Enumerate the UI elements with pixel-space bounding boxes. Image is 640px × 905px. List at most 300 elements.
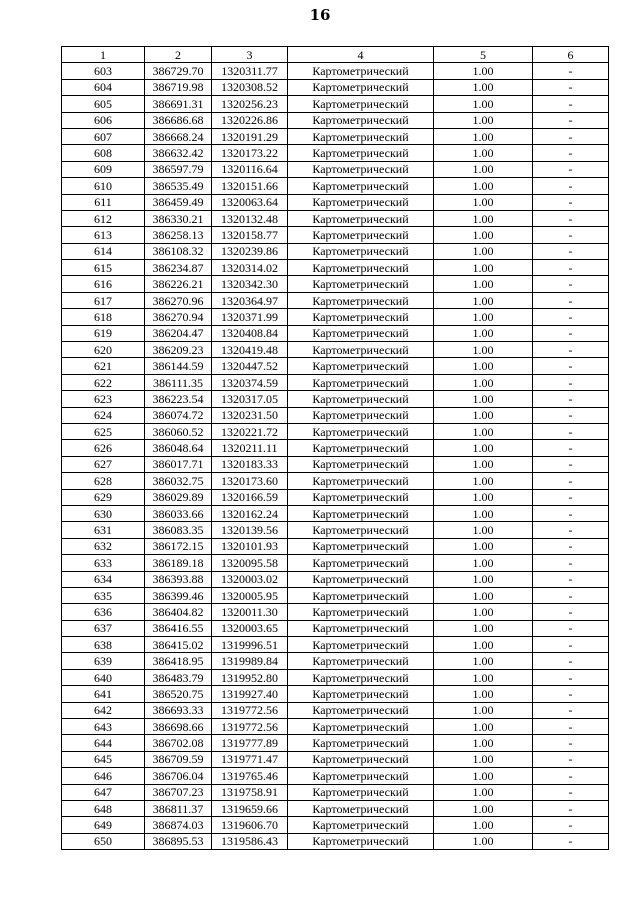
table-cell: Картометрический bbox=[288, 768, 434, 784]
table-cell: 1.00 bbox=[434, 63, 533, 79]
table-cell: Картометрический bbox=[288, 374, 434, 390]
table-cell: 1.00 bbox=[434, 489, 533, 505]
table-cell: - bbox=[533, 325, 609, 341]
table-cell: Картометрический bbox=[288, 456, 434, 472]
table-cell: Картометрический bbox=[288, 637, 434, 653]
table-row bbox=[62, 423, 609, 439]
table-cell: Картометрический bbox=[288, 227, 434, 243]
table-cell: - bbox=[533, 210, 609, 226]
table-cell: 1.00 bbox=[434, 260, 533, 276]
table-cell: 386535.49 bbox=[145, 178, 212, 194]
table-cell: 606 bbox=[62, 112, 145, 128]
table-row bbox=[62, 161, 609, 177]
table-cell: - bbox=[533, 833, 609, 849]
table-cell: 634 bbox=[62, 571, 145, 587]
table-row bbox=[62, 473, 609, 489]
table-cell: 1320317.05 bbox=[212, 391, 288, 407]
table-cell: 386668.24 bbox=[145, 128, 212, 144]
table-cell: 1320132.48 bbox=[212, 210, 288, 226]
table-cell: - bbox=[533, 784, 609, 800]
table-cell: 1.00 bbox=[434, 833, 533, 849]
table-cell: 642 bbox=[62, 702, 145, 718]
table-cell: Картометрический bbox=[288, 292, 434, 308]
table-cell: 1.00 bbox=[434, 79, 533, 95]
table-cell: Картометрический bbox=[288, 751, 434, 767]
table-row bbox=[62, 342, 609, 358]
table-cell: Картометрический bbox=[288, 276, 434, 292]
coordinates-table bbox=[61, 46, 609, 850]
table-cell: 386330.21 bbox=[145, 210, 212, 226]
table-cell: 1.00 bbox=[434, 292, 533, 308]
table-cell: 1319777.89 bbox=[212, 735, 288, 751]
table-cell: 1319771.47 bbox=[212, 751, 288, 767]
table-cell: Картометрический bbox=[288, 538, 434, 554]
table-row bbox=[62, 260, 609, 276]
table-cell: Картометрический bbox=[288, 112, 434, 128]
table-cell: 1.00 bbox=[434, 587, 533, 603]
table-cell: 1320374.59 bbox=[212, 374, 288, 390]
table-cell: 645 bbox=[62, 751, 145, 767]
table-cell: 650 bbox=[62, 833, 145, 849]
table-cell: - bbox=[533, 768, 609, 784]
table-row bbox=[62, 587, 609, 603]
table-cell: 1.00 bbox=[434, 637, 533, 653]
table-cell: 1.00 bbox=[434, 325, 533, 341]
table-cell: 1320226.86 bbox=[212, 112, 288, 128]
table-cell: - bbox=[533, 669, 609, 685]
table-row bbox=[62, 555, 609, 571]
table-cell: Картометрический bbox=[288, 79, 434, 95]
table-cell: 1.00 bbox=[434, 522, 533, 538]
table-cell: 386707.23 bbox=[145, 784, 212, 800]
table-cell: - bbox=[533, 440, 609, 456]
table-cell: 386698.66 bbox=[145, 719, 212, 735]
table-cell: 1320408.84 bbox=[212, 325, 288, 341]
table-cell: 1320011.30 bbox=[212, 604, 288, 620]
table-cell: 1.00 bbox=[434, 751, 533, 767]
table-cell: 618 bbox=[62, 309, 145, 325]
table-cell: 1320116.64 bbox=[212, 161, 288, 177]
table-cell: Картометрический bbox=[288, 620, 434, 636]
table-cell: Картометрический bbox=[288, 342, 434, 358]
table-cell: 386032.75 bbox=[145, 473, 212, 489]
table-cell: 386597.79 bbox=[145, 161, 212, 177]
table-cell: 386270.96 bbox=[145, 292, 212, 308]
table-row bbox=[62, 309, 609, 325]
table-cell: 1.00 bbox=[434, 407, 533, 423]
table-cell: Картометрический bbox=[288, 423, 434, 439]
table-cell: 1320447.52 bbox=[212, 358, 288, 374]
table-cell: 636 bbox=[62, 604, 145, 620]
table-row bbox=[62, 325, 609, 341]
table-cell: 1320003.02 bbox=[212, 571, 288, 587]
table-cell: 641 bbox=[62, 686, 145, 702]
table-cell: 628 bbox=[62, 473, 145, 489]
table-cell: 603 bbox=[62, 63, 145, 79]
table-cell: 1319659.66 bbox=[212, 800, 288, 816]
table-cell: 1.00 bbox=[434, 768, 533, 784]
table-cell: - bbox=[533, 260, 609, 276]
table-cell: 386172.15 bbox=[145, 538, 212, 554]
table-cell: 1.00 bbox=[434, 161, 533, 177]
table-row bbox=[62, 817, 609, 833]
table-cell: 1.00 bbox=[434, 473, 533, 489]
table-row bbox=[62, 686, 609, 702]
table-cell: 1320256.23 bbox=[212, 96, 288, 112]
table-cell: 632 bbox=[62, 538, 145, 554]
table-cell: 644 bbox=[62, 735, 145, 751]
table-row bbox=[62, 522, 609, 538]
table-cell: 386418.95 bbox=[145, 653, 212, 669]
table-cell: 1.00 bbox=[434, 358, 533, 374]
table-cell: 1.00 bbox=[434, 112, 533, 128]
table-row bbox=[62, 194, 609, 210]
table-cell: 1320311.77 bbox=[212, 63, 288, 79]
table-cell: - bbox=[533, 555, 609, 571]
table-cell: - bbox=[533, 489, 609, 505]
table-cell: 1.00 bbox=[434, 669, 533, 685]
table-row bbox=[62, 489, 609, 505]
table-cell: Картометрический bbox=[288, 391, 434, 407]
table-cell: - bbox=[533, 702, 609, 718]
table-cell: 609 bbox=[62, 161, 145, 177]
table-cell: 613 bbox=[62, 227, 145, 243]
table-row bbox=[62, 243, 609, 259]
table-cell: 610 bbox=[62, 178, 145, 194]
page-number: 16 bbox=[309, 6, 331, 24]
table-cell: 386459.49 bbox=[145, 194, 212, 210]
table-cell: 1320308.52 bbox=[212, 79, 288, 95]
table-cell: Картометрический bbox=[288, 440, 434, 456]
table-cell: 1.00 bbox=[434, 227, 533, 243]
table-cell: 605 bbox=[62, 96, 145, 112]
table-cell: 1.00 bbox=[434, 374, 533, 390]
table-cell: 617 bbox=[62, 292, 145, 308]
table-cell: 386415.02 bbox=[145, 637, 212, 653]
table-row bbox=[62, 505, 609, 521]
table-cell: 1.00 bbox=[434, 555, 533, 571]
table-row bbox=[62, 227, 609, 243]
table-row bbox=[62, 407, 609, 423]
table-cell: 611 bbox=[62, 194, 145, 210]
table-cell: 386416.55 bbox=[145, 620, 212, 636]
table-cell: 1.00 bbox=[434, 735, 533, 751]
table-cell: 1.00 bbox=[434, 391, 533, 407]
table-cell: 386060.52 bbox=[145, 423, 212, 439]
table-cell: Картометрический bbox=[288, 260, 434, 276]
table-cell: Картометрический bbox=[288, 473, 434, 489]
table-cell: Картометрический bbox=[288, 309, 434, 325]
table-cell: - bbox=[533, 112, 609, 128]
table-cell: 1.00 bbox=[434, 276, 533, 292]
table-cell: 386270.94 bbox=[145, 309, 212, 325]
table-row bbox=[62, 653, 609, 669]
table-row bbox=[62, 96, 609, 112]
table-cell: 1319952.80 bbox=[212, 669, 288, 685]
table-cell: 386111.35 bbox=[145, 374, 212, 390]
table-cell: - bbox=[533, 128, 609, 144]
table-cell: 627 bbox=[62, 456, 145, 472]
table-cell: 629 bbox=[62, 489, 145, 505]
table-cell: 386144.59 bbox=[145, 358, 212, 374]
table-cell: - bbox=[533, 145, 609, 161]
table-cell: 386108.32 bbox=[145, 243, 212, 259]
table-row bbox=[62, 292, 609, 308]
table-cell: - bbox=[533, 63, 609, 79]
table-cell: 1.00 bbox=[434, 309, 533, 325]
table-cell: Картометрический bbox=[288, 702, 434, 718]
table-row bbox=[62, 63, 609, 79]
table-cell: Картометрический bbox=[288, 800, 434, 816]
table-cell: 625 bbox=[62, 423, 145, 439]
table-row bbox=[62, 276, 609, 292]
table-cell: 386709.59 bbox=[145, 751, 212, 767]
table-cell: - bbox=[533, 751, 609, 767]
table-cell: 1.00 bbox=[434, 571, 533, 587]
table-cell: - bbox=[533, 473, 609, 489]
table-cell: 646 bbox=[62, 768, 145, 784]
table-cell: 1320005.95 bbox=[212, 587, 288, 603]
table-cell: 1.00 bbox=[434, 243, 533, 259]
table-cell: 1320371.99 bbox=[212, 309, 288, 325]
table-cell: Картометрический bbox=[288, 161, 434, 177]
table-cell: - bbox=[533, 686, 609, 702]
table-cell: 1.00 bbox=[434, 817, 533, 833]
table-cell: 386719.98 bbox=[145, 79, 212, 95]
table-cell: 616 bbox=[62, 276, 145, 292]
table-cell: 1320342.30 bbox=[212, 276, 288, 292]
table-cell: 1319586.43 bbox=[212, 833, 288, 849]
table-cell: - bbox=[533, 309, 609, 325]
table-cell: 612 bbox=[62, 210, 145, 226]
table-cell: 1320211.11 bbox=[212, 440, 288, 456]
table-cell: 1320139.56 bbox=[212, 522, 288, 538]
table-cell: 1320173.60 bbox=[212, 473, 288, 489]
table-cell: 1320221.72 bbox=[212, 423, 288, 439]
table-cell: Картометрический bbox=[288, 669, 434, 685]
table-cell: Картометрический bbox=[288, 653, 434, 669]
table-cell: 635 bbox=[62, 587, 145, 603]
table-cell: 386048.64 bbox=[145, 440, 212, 456]
table-cell: 604 bbox=[62, 79, 145, 95]
table-cell: Картометрический bbox=[288, 522, 434, 538]
table-cell: - bbox=[533, 587, 609, 603]
table-cell: - bbox=[533, 800, 609, 816]
table-cell: 1.00 bbox=[434, 702, 533, 718]
table-cell: 386033.66 bbox=[145, 505, 212, 521]
table-cell: - bbox=[533, 637, 609, 653]
table-cell: 608 bbox=[62, 145, 145, 161]
table-cell: 1.00 bbox=[434, 538, 533, 554]
table-cell: Картометрический bbox=[288, 145, 434, 161]
table-cell: Картометрический bbox=[288, 63, 434, 79]
table-cell: 638 bbox=[62, 637, 145, 653]
table-row bbox=[62, 391, 609, 407]
table-cell: 1.00 bbox=[434, 800, 533, 816]
table-cell: - bbox=[533, 735, 609, 751]
table-row bbox=[62, 145, 609, 161]
table-cell: 1.00 bbox=[434, 719, 533, 735]
table-cell: 648 bbox=[62, 800, 145, 816]
table-cell: 1320173.22 bbox=[212, 145, 288, 161]
table-cell: 1.00 bbox=[434, 210, 533, 226]
table-cell: 1320183.33 bbox=[212, 456, 288, 472]
table-row bbox=[62, 604, 609, 620]
table-cell: 386204.47 bbox=[145, 325, 212, 341]
table-cell: 640 bbox=[62, 669, 145, 685]
table-cell: 386209.23 bbox=[145, 342, 212, 358]
table-cell: Картометрический bbox=[288, 604, 434, 620]
table-row bbox=[62, 784, 609, 800]
table-cell: 386017.71 bbox=[145, 456, 212, 472]
table-cell: 1.00 bbox=[434, 653, 533, 669]
table-cell: 1319606.70 bbox=[212, 817, 288, 833]
table-cell: Картометрический bbox=[288, 587, 434, 603]
table-cell: 386223.54 bbox=[145, 391, 212, 407]
table-row bbox=[62, 440, 609, 456]
table-cell: 386691.31 bbox=[145, 96, 212, 112]
table-cell: 643 bbox=[62, 719, 145, 735]
table-cell: Картометрический bbox=[288, 719, 434, 735]
table-cell: 1.00 bbox=[434, 505, 533, 521]
table-cell: 1.00 bbox=[434, 178, 533, 194]
table-cell: Картометрический bbox=[288, 489, 434, 505]
table-cell: 1319927.40 bbox=[212, 686, 288, 702]
table-cell: 1320003.65 bbox=[212, 620, 288, 636]
table-cell: 386729.70 bbox=[145, 63, 212, 79]
table-cell: 1319772.56 bbox=[212, 702, 288, 718]
table-cell: - bbox=[533, 456, 609, 472]
table-cell: 386632.42 bbox=[145, 145, 212, 161]
table-cell: Картометрический bbox=[288, 686, 434, 702]
table-cell: - bbox=[533, 342, 609, 358]
table-cell: 386686.68 bbox=[145, 112, 212, 128]
table-cell: 1320166.59 bbox=[212, 489, 288, 505]
table-cell: 386520.75 bbox=[145, 686, 212, 702]
table-cell: - bbox=[533, 505, 609, 521]
table-cell: 386083.35 bbox=[145, 522, 212, 538]
table-row bbox=[62, 719, 609, 735]
column-header: 1 bbox=[62, 47, 145, 63]
table-cell: 1319996.51 bbox=[212, 637, 288, 653]
table-cell: - bbox=[533, 719, 609, 735]
table-cell: 386393.88 bbox=[145, 571, 212, 587]
table-cell: 386029.89 bbox=[145, 489, 212, 505]
table-cell: 1320314.02 bbox=[212, 260, 288, 276]
table-cell: Картометрический bbox=[288, 817, 434, 833]
table-cell: 623 bbox=[62, 391, 145, 407]
table-cell: 647 bbox=[62, 784, 145, 800]
column-header: 6 bbox=[533, 47, 609, 63]
table-row bbox=[62, 456, 609, 472]
table-cell: Картометрический bbox=[288, 833, 434, 849]
table-cell: - bbox=[533, 571, 609, 587]
table-cell: 1319765.46 bbox=[212, 768, 288, 784]
table-cell: Картометрический bbox=[288, 96, 434, 112]
table-cell: 1320162.24 bbox=[212, 505, 288, 521]
column-header: 4 bbox=[288, 47, 434, 63]
table-cell: 631 bbox=[62, 522, 145, 538]
table-cell: - bbox=[533, 178, 609, 194]
table-row bbox=[62, 620, 609, 636]
table-row bbox=[62, 79, 609, 95]
column-header: 3 bbox=[212, 47, 288, 63]
table-cell: - bbox=[533, 407, 609, 423]
table-cell: Картометрический bbox=[288, 784, 434, 800]
table-cell: Картометрический bbox=[288, 555, 434, 571]
table-cell: - bbox=[533, 604, 609, 620]
table-cell: 386693.33 bbox=[145, 702, 212, 718]
table-row bbox=[62, 178, 609, 194]
table-cell: 1320239.86 bbox=[212, 243, 288, 259]
table-cell: 1.00 bbox=[434, 620, 533, 636]
table-cell: - bbox=[533, 79, 609, 95]
table-cell: - bbox=[533, 522, 609, 538]
table-cell: 1320095.58 bbox=[212, 555, 288, 571]
table-cell: - bbox=[533, 227, 609, 243]
table-cell: 630 bbox=[62, 505, 145, 521]
table-cell: 1320191.29 bbox=[212, 128, 288, 144]
table-cell: 1.00 bbox=[434, 604, 533, 620]
table-row bbox=[62, 538, 609, 554]
table-cell: Картометрический bbox=[288, 407, 434, 423]
table-cell: 1320151.66 bbox=[212, 178, 288, 194]
table-row bbox=[62, 210, 609, 226]
table-cell: - bbox=[533, 391, 609, 407]
table-cell: 614 bbox=[62, 243, 145, 259]
table-row bbox=[62, 669, 609, 685]
table-cell: - bbox=[533, 653, 609, 669]
table-cell: 1.00 bbox=[434, 686, 533, 702]
table-cell: 607 bbox=[62, 128, 145, 144]
table-cell: 1320063.64 bbox=[212, 194, 288, 210]
table-row bbox=[62, 374, 609, 390]
table-cell: 1.00 bbox=[434, 784, 533, 800]
table-cell: Картометрический bbox=[288, 243, 434, 259]
table-row bbox=[62, 833, 609, 849]
table-cell: - bbox=[533, 423, 609, 439]
table-cell: Картометрический bbox=[288, 178, 434, 194]
table-cell: 1320101.93 bbox=[212, 538, 288, 554]
table-row bbox=[62, 637, 609, 653]
table-row bbox=[62, 571, 609, 587]
table-cell: 1320364.97 bbox=[212, 292, 288, 308]
table-cell: 621 bbox=[62, 358, 145, 374]
table-cell: 386226.21 bbox=[145, 276, 212, 292]
table-body bbox=[62, 63, 609, 850]
table-cell: - bbox=[533, 292, 609, 308]
table-cell: 386404.82 bbox=[145, 604, 212, 620]
table-cell: Картометрический bbox=[288, 358, 434, 374]
table-cell: 1.00 bbox=[434, 456, 533, 472]
table-cell: 386234.87 bbox=[145, 260, 212, 276]
table-cell: 1319989.84 bbox=[212, 653, 288, 669]
table-cell: 626 bbox=[62, 440, 145, 456]
table-cell: - bbox=[533, 276, 609, 292]
table-cell: - bbox=[533, 194, 609, 210]
table-row bbox=[62, 751, 609, 767]
table-cell: - bbox=[533, 374, 609, 390]
table-cell: 1.00 bbox=[434, 423, 533, 439]
table-cell: 386258.13 bbox=[145, 227, 212, 243]
table-cell: Картометрический bbox=[288, 194, 434, 210]
table-cell: 1319772.56 bbox=[212, 719, 288, 735]
table-cell: 1.00 bbox=[434, 145, 533, 161]
table-cell: 386706.04 bbox=[145, 768, 212, 784]
table-cell: 1.00 bbox=[434, 440, 533, 456]
column-header: 2 bbox=[145, 47, 212, 63]
table-cell: 615 bbox=[62, 260, 145, 276]
